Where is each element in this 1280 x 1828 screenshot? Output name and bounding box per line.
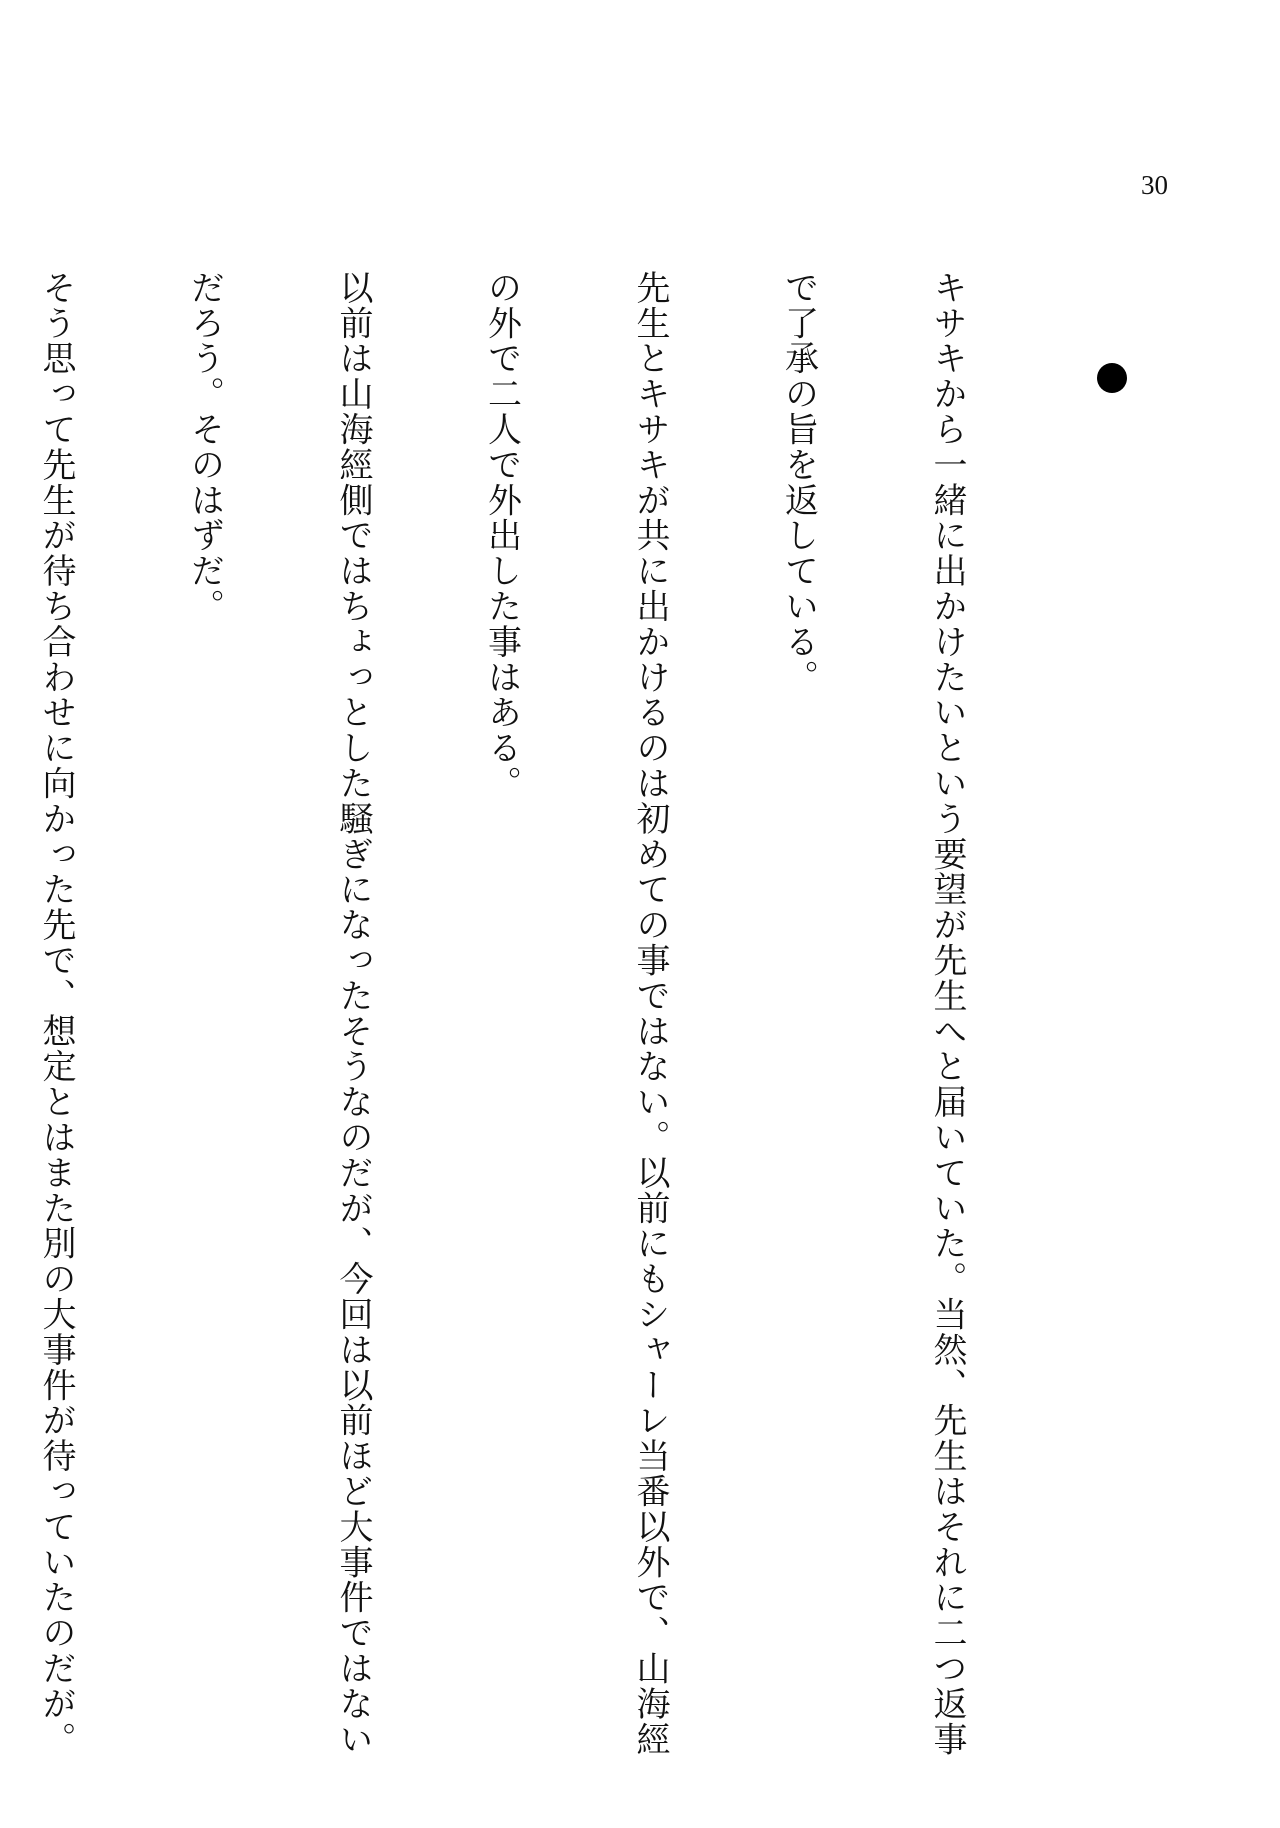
text-line: 以前は山海經側ではちょっとした騒ぎになったそうなのだが、今回は以前ほど大事件ではない: [333, 270, 373, 1757]
page-number: 30: [1141, 170, 1168, 200]
vertical-text-body: [36, 270, 1070, 1757]
text-line: 先生とキサキが共に出かけるのは初めての事ではない。以前にもシャーレ当番以外で、山海經: [630, 270, 670, 1757]
text-line: そう思って先生が待ち合わせに向かった先で、想定とはまた別の大事件が待っていたのだが。: [36, 270, 76, 1757]
section-bullet-icon: [1097, 363, 1127, 393]
text-line: で了承の旨を返している。: [778, 270, 819, 695]
text-line: だろう。そのはずだ。: [184, 270, 225, 624]
text-line: の外で二人で外出した事はある。: [481, 270, 522, 801]
text-line: キサキから一緒に出かけたいという要望が先生へと届いていた。当然、先生はそれに二つ返事: [927, 270, 967, 1757]
